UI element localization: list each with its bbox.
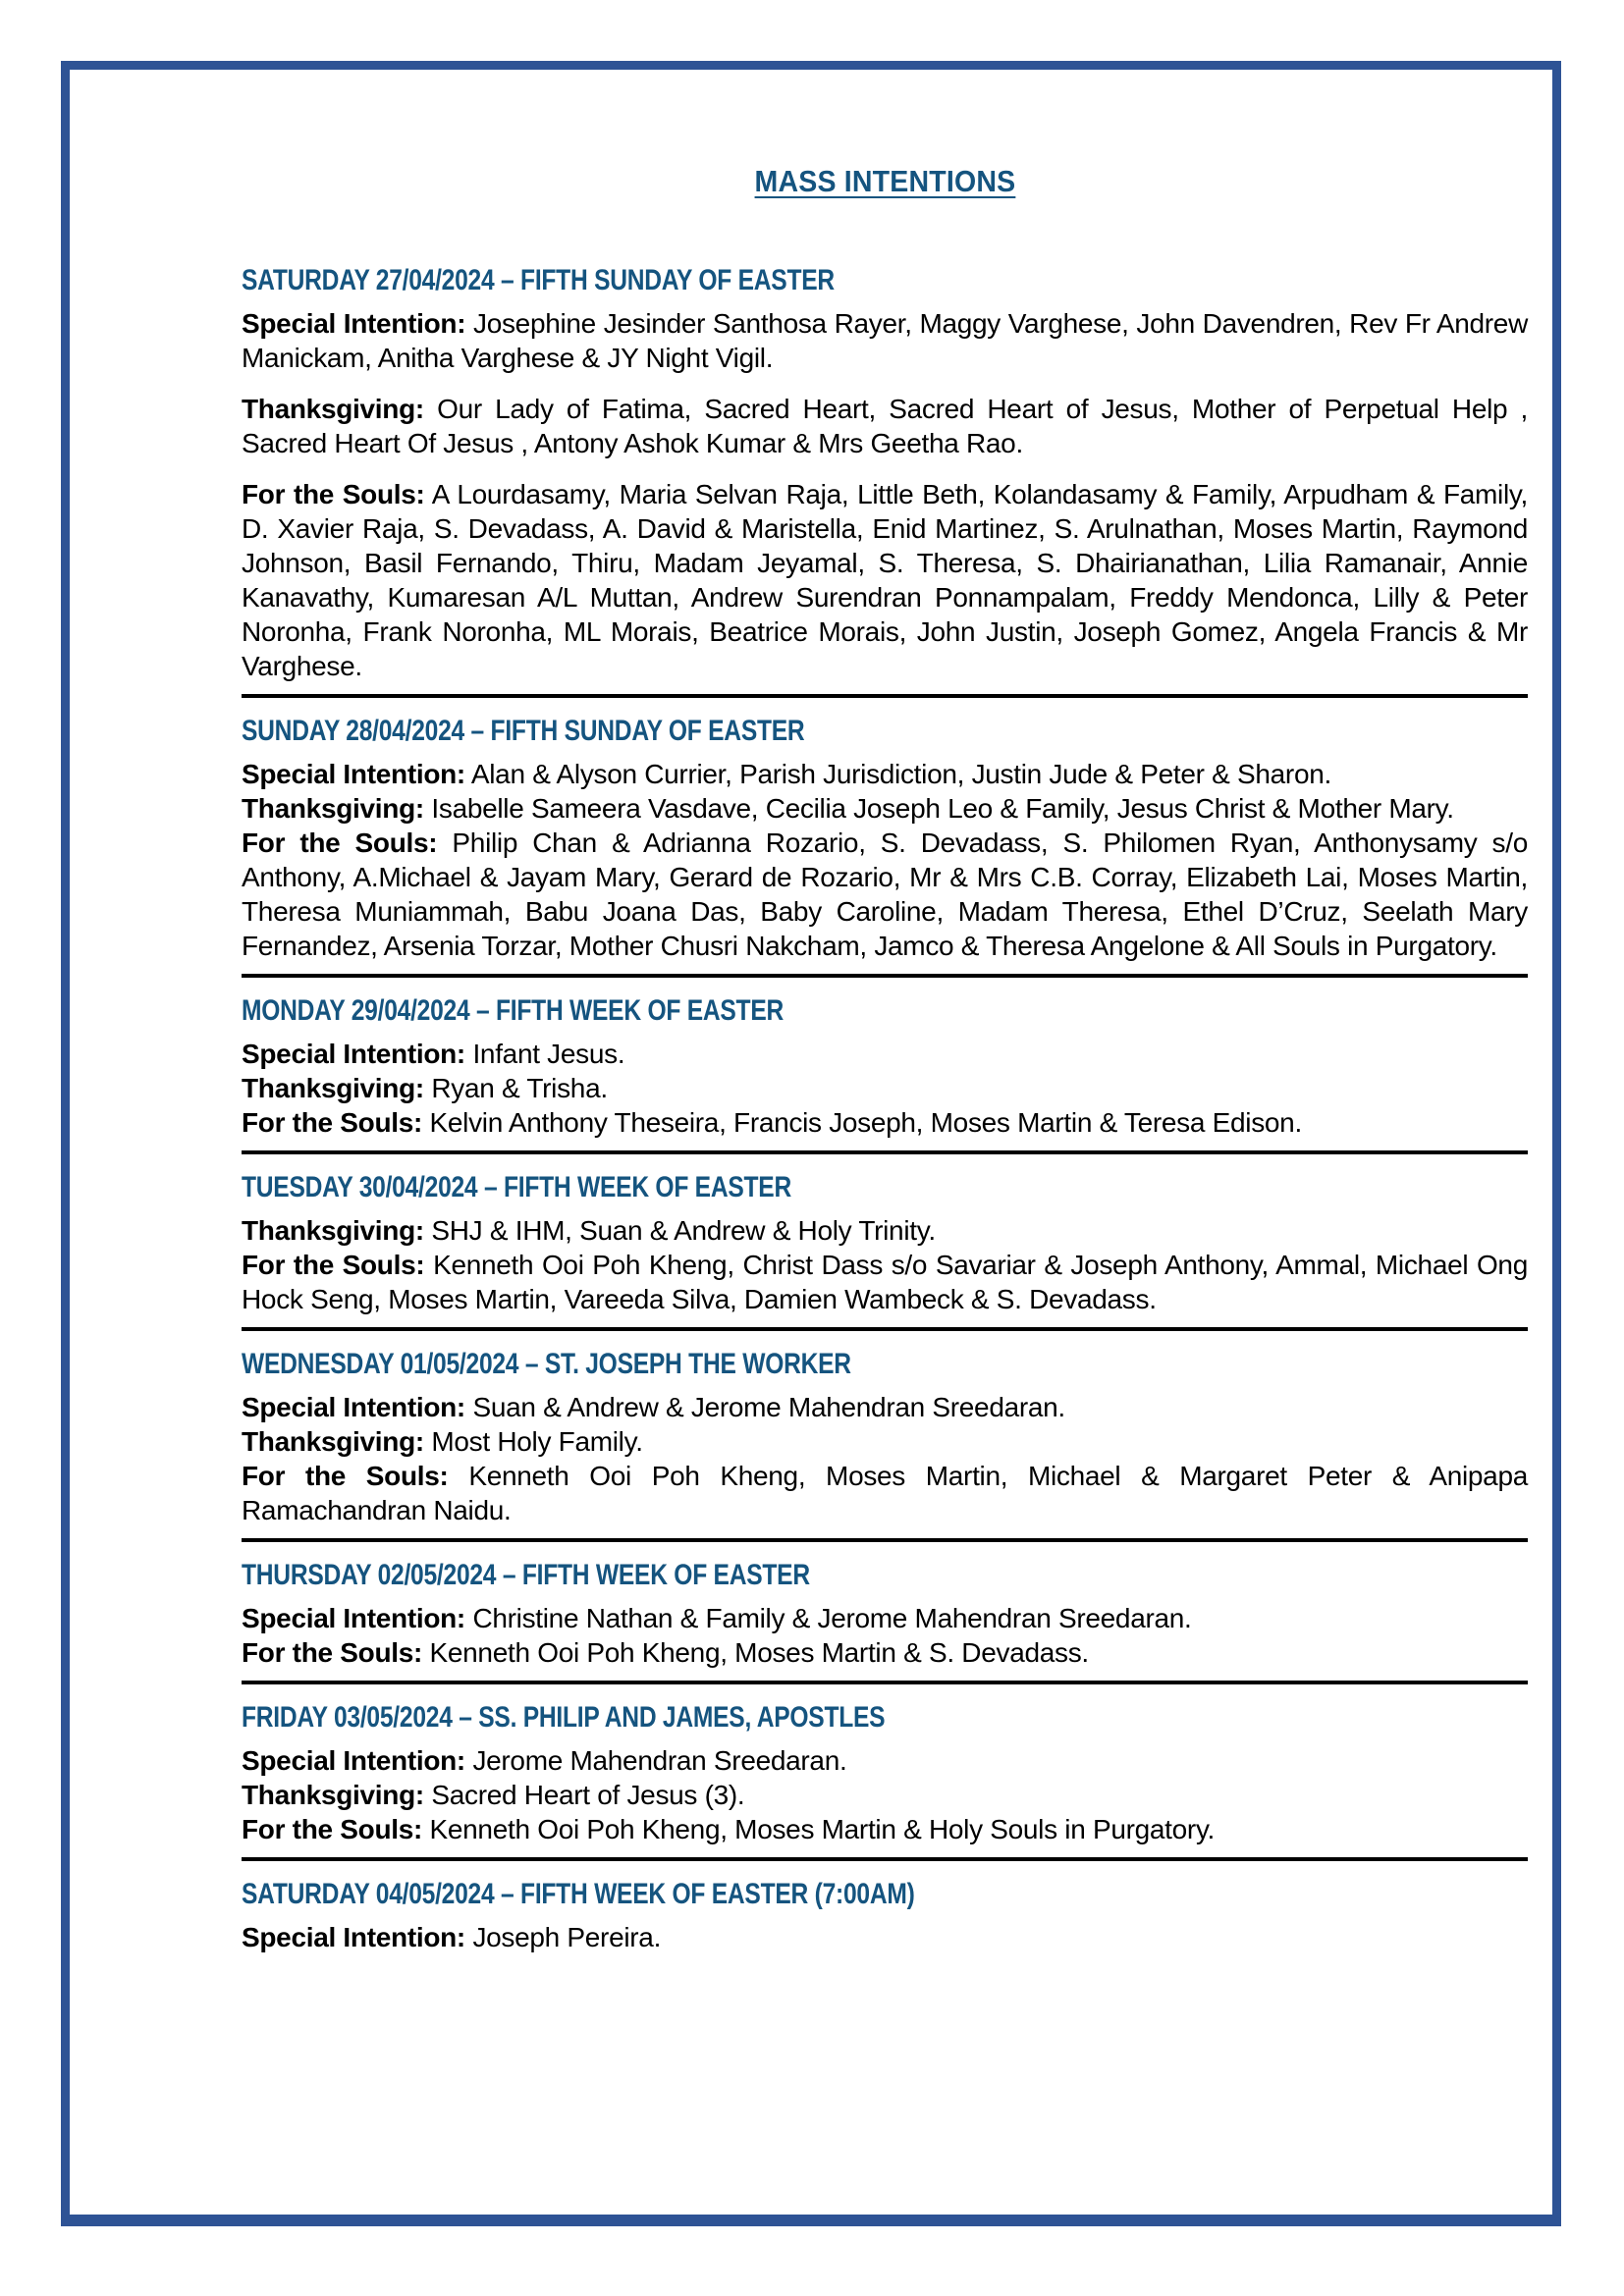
mass-section-sunday-28-04 <box>242 713 1528 963</box>
paragraph-label: For the Souls: <box>242 828 438 858</box>
section-header-text: SATURDAY 04/05/2024 – FIFTH WEEK OF EASTER (7:00AM) <box>242 1878 915 1910</box>
intention-paragraph <box>242 1390 1528 1424</box>
section-divider <box>242 1538 1528 1542</box>
intention-paragraph <box>242 826 1528 963</box>
intention-paragraph <box>242 1920 1528 1954</box>
section-header-text: MONDAY 29/04/2024 – FIFTH WEEK OF EASTER <box>242 994 785 1027</box>
section-header-text: FRIDAY 03/05/2024 – SS. PHILIP AND JAMES, APOSTLES <box>242 1701 886 1734</box>
section-header <box>242 1346 1528 1383</box>
intention-paragraph <box>242 1424 1528 1459</box>
paragraph-label: Special Intention: <box>242 1745 465 1776</box>
section-header-text: SATURDAY 27/04/2024 – FIFTH SUNDAY OF EASTER <box>242 264 835 296</box>
intention-paragraph <box>242 1459 1528 1527</box>
paragraph-label: Special Intention: <box>242 308 466 339</box>
paragraph-label: Thanksgiving: <box>242 1780 424 1810</box>
intention-paragraph <box>242 1601 1528 1635</box>
paragraph-text: SHJ & IHM, Suan & Andrew & Holy Trinity. <box>431 1215 936 1246</box>
paragraph-label: Thanksgiving: <box>242 1426 424 1457</box>
section-header <box>242 262 1528 299</box>
paragraph-text: Suan & Andrew & Jerome Mahendran Sreedaran. <box>472 1392 1065 1422</box>
page-border-frame <box>61 61 1561 2226</box>
section-header-text: TUESDAY 30/04/2024 – FIFTH WEEK OF EASTER <box>242 1171 791 1203</box>
section-divider <box>242 1150 1528 1154</box>
intention-paragraph <box>242 392 1528 460</box>
mass-section-friday-03-05 <box>242 1699 1528 1846</box>
mass-section-thursday-02-05 <box>242 1557 1528 1670</box>
paragraph-text: Jerome Mahendran Sreedaran. <box>472 1745 847 1776</box>
mass-section-tuesday-30-04 <box>242 1169 1528 1316</box>
paragraph-label: Special Intention: <box>242 1039 465 1069</box>
paragraph-text: Alan & Alyson Currier, Parish Jurisdiction, Justin Jude & Peter & Sharon. <box>470 759 1331 789</box>
section-header <box>242 992 1528 1030</box>
section-divider <box>242 1327 1528 1331</box>
section-header <box>242 1876 1528 1913</box>
section-header-text: WEDNESDAY 01/05/2024 – ST. JOSEPH THE WORKER <box>242 1348 851 1380</box>
intention-paragraph <box>242 757 1528 791</box>
mass-section-monday-29-04 <box>242 992 1528 1140</box>
paragraph-text: Ryan & Trisha. <box>431 1073 608 1103</box>
paragraph-label: Thanksgiving: <box>242 793 424 824</box>
intention-paragraph <box>242 1248 1528 1316</box>
paragraph-text: Isabelle Sameera Vasdave, Cecilia Joseph Leo & Family, Jesus Christ & Mother Mary. <box>431 793 1454 824</box>
intention-paragraph <box>242 1812 1528 1846</box>
paragraph-label: For the Souls: <box>242 1461 449 1491</box>
paragraph-text: Christine Nathan & Family & Jerome Mahendran Sreedaran. <box>472 1603 1192 1633</box>
paragraph-label: Special Intention: <box>242 759 465 789</box>
paragraph-text: Joseph Pereira. <box>472 1922 662 1952</box>
paragraph-text: Kenneth Ooi Poh Kheng, Christ Dass s/o Savariar & Joseph Anthony, Ammal, Michael Ong Hock Seng, Moses Martin, Vareeda Silva, Damien Wambeck & S. Devadass. <box>242 1250 1528 1314</box>
paragraph-label: Special Intention: <box>242 1392 465 1422</box>
paragraph-text: A Lourdasamy, Maria Selvan Raja, Little Beth, Kolandasamy & Family, Arpudham & Family, D. Xavier Raja, S. Devadass, A. David & Maristella, Enid Martinez, S. Arulnathan, Moses Martin, Raymond Johnson, Basil Fernando, Thiru, Madam Jeyamal, S. Theresa, S. Dhairianathan, Lilia Ramanair, Annie Kanavathy, Kumaresan A/L Muttan, Andrew Surendran Ponnampalam, Freddy Mendonca, Lilly & Peter Noronha, Frank Noronha, ML Morais, Beatrice Morais, John Justin, Joseph Gomez, Angela Francis & Mr Varghese. <box>242 479 1528 681</box>
section-header <box>242 1557 1528 1594</box>
section-divider <box>242 1857 1528 1861</box>
paragraph-label: For the Souls: <box>242 1250 425 1280</box>
mass-section-saturday-04-05 <box>242 1876 1528 1954</box>
paragraph-label: For the Souls: <box>242 1107 423 1138</box>
mass-section-wednesday-01-05 <box>242 1346 1528 1527</box>
document-content <box>242 164 1528 1954</box>
paragraph-text: Josephine Jesinder Santhosa Rayer, Maggy Varghese, John Davendren, Rev Fr Andrew Manickam, Anitha Varghese & JY Night Vigil. <box>242 308 1529 373</box>
intention-paragraph <box>242 1105 1528 1140</box>
paragraph-text: Kenneth Ooi Poh Kheng, Moses Martin & Holy Souls in Purgatory. <box>429 1814 1216 1844</box>
paragraph-label: Special Intention: <box>242 1603 465 1633</box>
section-header <box>242 1169 1528 1206</box>
intention-paragraph <box>242 306 1528 375</box>
intention-paragraph <box>242 1635 1528 1670</box>
paragraph-text: Philip Chan & Adrianna Rozario, S. Devadass, S. Philomen Ryan, Anthonysamy s/o Anthony, A.Michael & Jayam Mary, Gerard de Rozario, Mr & Mrs C.B. Corray, Elizabeth Lai, Moses Martin, Theresa Muniammah, Babu Joana Das, Baby Caroline, Madam Theresa, Ethel D’Cruz, Seelath Mary Fernandez, Arsenia Torzar, Mother Chusri Nakcham, Jamco & Theresa Angelone & All Souls in Purgatory. <box>242 828 1528 961</box>
intention-paragraph <box>242 477 1528 683</box>
paragraph-label: For the Souls: <box>242 479 425 509</box>
paragraph-label: Special Intention: <box>242 1922 465 1952</box>
intention-paragraph <box>242 1743 1528 1778</box>
paragraph-label: Thanksgiving: <box>242 1073 424 1103</box>
document-title: MASS INTENTIONS <box>754 164 1015 198</box>
section-header <box>242 713 1528 750</box>
paragraph-label: Thanksgiving: <box>242 394 424 424</box>
intention-paragraph <box>242 1037 1528 1071</box>
paragraph-label: Thanksgiving: <box>242 1215 424 1246</box>
title-row <box>242 164 1528 199</box>
paragraph-text: Kenneth Ooi Poh Kheng, Moses Martin, Michael & Margaret Peter & Anipapa Ramachandran Naidu. <box>242 1461 1529 1525</box>
intention-paragraph <box>242 1071 1528 1105</box>
intention-paragraph <box>242 1778 1528 1812</box>
paragraph-text: Kenneth Ooi Poh Kheng, Moses Martin & S. Devadass. <box>429 1637 1089 1668</box>
intention-paragraph <box>242 791 1528 826</box>
paragraph-label: For the Souls: <box>242 1814 423 1844</box>
section-header <box>242 1699 1528 1736</box>
paragraph-text: Sacred Heart of Jesus (3). <box>431 1780 745 1810</box>
paragraph-text: Infant Jesus. <box>472 1039 625 1069</box>
section-divider <box>242 1681 1528 1684</box>
intention-paragraph <box>242 1213 1528 1248</box>
section-header-text: THURSDAY 02/05/2024 – FIFTH WEEK OF EASTER <box>242 1559 810 1591</box>
mass-section-saturday-27-04 <box>242 262 1528 683</box>
section-divider <box>242 694 1528 698</box>
paragraph-text: Most Holy Family. <box>431 1426 643 1457</box>
paragraph-label: For the Souls: <box>242 1637 423 1668</box>
paragraph-text: Our Lady of Fatima, Sacred Heart, Sacred Heart of Jesus, Mother of Perpetual Help , Sacred Heart Of Jesus , Antony Ashok Kumar & Mrs Geetha Rao. <box>242 394 1528 458</box>
section-header-text: SUNDAY 28/04/2024 – FIFTH SUNDAY OF EASTER <box>242 715 805 747</box>
paragraph-text: Kelvin Anthony Theseira, Francis Joseph, Moses Martin & Teresa Edison. <box>429 1107 1302 1138</box>
section-divider <box>242 974 1528 978</box>
